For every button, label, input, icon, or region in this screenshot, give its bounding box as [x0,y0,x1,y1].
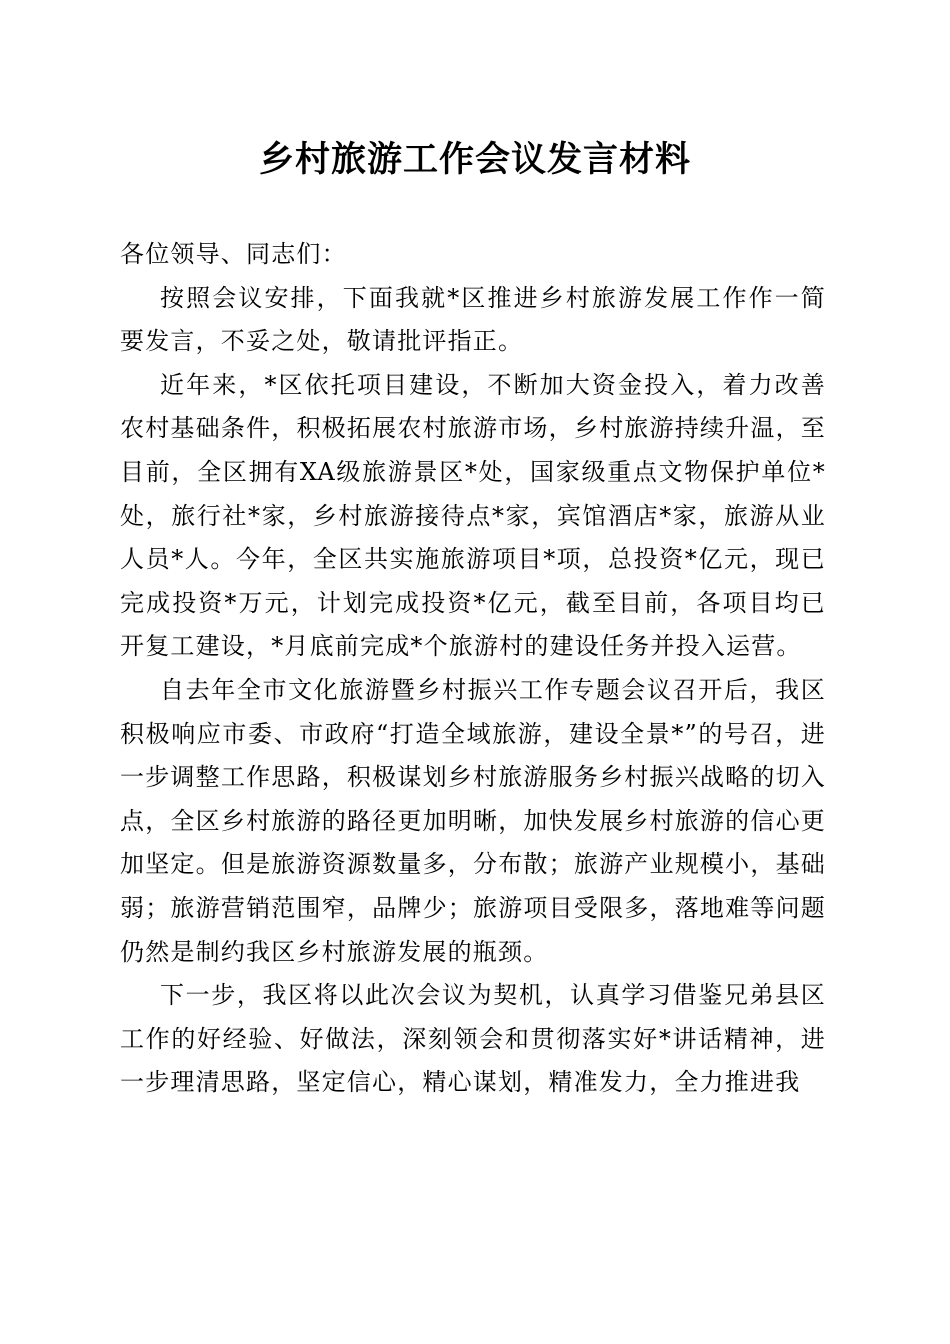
paragraph-problems: 自去年全市文化旅游暨乡村振兴工作专题会议召开后，我区积极响应市委、市政府“打造全域旅游，建设全景*”的号召，进一步调整工作思路，积极谋划乡村旅游服务乡村振兴战略的切入点，全区乡村旅游的路径更加明晰，加快发展乡村旅游的信心更加坚定。但是旅游资源数量多，分布散；旅游产业规模小，基础弱；旅游营销范围窄，品牌少；旅游项目受限多，落地难等问题仍然是制约我区乡村旅游发展的瓶颈。 [120,675,826,966]
document-title: 乡村旅游工作会议发言材料 [258,139,691,180]
document-body [120,233,826,1105]
paragraph-achievements: 近年来，*区依托项目建设，不断加大资金投入，着力改善农村基础条件，积极拓展农村旅游市场，乡村旅游持续升温，至目前，全区拥有XA级旅游景区*处，国家级重点文物保护单位*处，旅行社*家，乡村旅游接待点*家，宾馆酒店*家，旅游从业人员*人。今年，全区共实施旅游项目*项，总投资*亿元，现已完成投资*万元，计划完成投资*亿元，截至目前，各项目均已开复工建设，*月底前完成*个旅游村的建设任务并投入运营。 [120,370,826,661]
paragraph-intro: 按照会议安排，下面我就*区推进乡村旅游发展工作作一简要发言，不妥之处，敬请批评指正。 [120,283,826,356]
salutation: 各位领导、同志们： [120,240,347,268]
paragraph-next-steps: 下一步，我区将以此次会议为契机，认真学习借鉴兄弟县区工作的好经验、好做法，深刻领会和贯彻落实好*讲话精神，进一步理清思路，坚定信心，精心谋划，精准发力，全力推进我 [120,981,826,1097]
